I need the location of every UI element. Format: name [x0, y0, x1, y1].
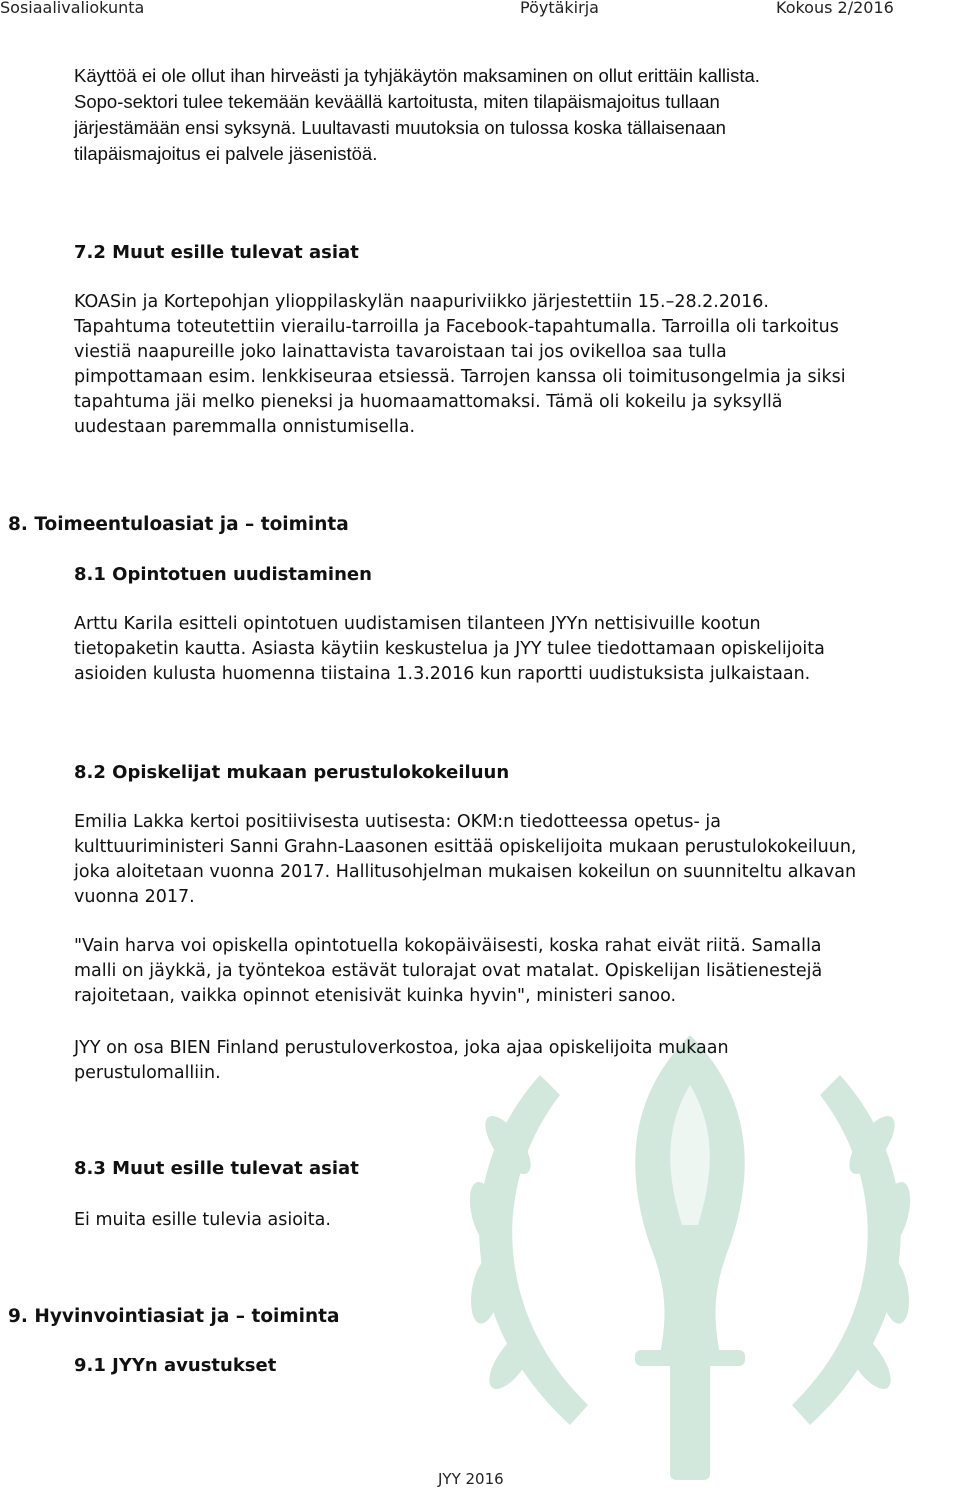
- section-8-2-line: JYY on osa BIEN Finland perustuloverkostoa, joka ajaa opiskelijoita mukaan: [74, 1038, 729, 1058]
- section-8-2-line: perustulomalliin.: [74, 1063, 221, 1083]
- section-8-2-heading: 8.2 Opiskelijat mukaan perustulokokeiluun: [74, 762, 510, 783]
- section-8-3-text: Ei muita esille tulevia asioita.: [74, 1210, 331, 1230]
- section-8-2-line: joka aloitetaan vuonna 2017. Hallitusohjelman mukaisen kokeilun on suunniteltu alkavan: [74, 862, 857, 882]
- section-7-2-line: Tapahtuma toteutettiin vierailu-tarroilla ja Facebook-tapahtumalla. Tarroilla oli tarkoitus: [74, 317, 839, 337]
- section-8-heading: 8. Toimeentuloasiat ja – toiminta: [8, 514, 349, 535]
- section-8-1-heading: 8.1 Opintotuen uudistaminen: [74, 564, 372, 585]
- torch-wreath-watermark-icon: [420, 995, 960, 1495]
- intro-line: järjestämään ensi syksynä. Luultavasti muutoksia on tulossa koska tällaisenaan: [74, 117, 726, 138]
- section-9-1-heading: 9.1 JYYn avustukset: [74, 1355, 277, 1376]
- intro-line: Sopo-sektori tulee tekemään keväällä kartoitusta, miten tilapäismajoitus tullaan: [74, 91, 720, 112]
- section-8-1-line: Arttu Karila esitteli opintotuen uudistamisen tilanteen JYYn nettisivuille kootun: [74, 614, 761, 634]
- header-document-type: Pöytäkirja: [520, 0, 599, 17]
- section-8-1-line: asioiden kulusta huomenna tiistaina 1.3.2016 kun raportti uudistuksista julkaistaan.: [74, 664, 811, 684]
- header-committee: Sosiaalivaliokunta: [0, 0, 145, 17]
- section-8-2-quote-line: rajoitetaan, vaikka opinnot etenisivät kuinka hyvin", ministeri sanoo.: [74, 986, 677, 1006]
- section-7-2-line: pimpottamaan esim. lenkkiseuraa etsiessä. Tarrojen kanssa oli toimitusongelmia ja siksi: [74, 367, 846, 387]
- section-7-2-line: uudestaan paremmalla onnistumisella.: [74, 417, 416, 437]
- section-8-2-line: Emilia Lakka kertoi positiivisesta uutisesta: OKM:n tiedotteessa opetus- ja: [74, 812, 721, 832]
- section-8-2-quote-line: malli on jäykkä, ja työntekoa estävät tulorajat ovat matalat. Opiskelijan lisätienestejä: [74, 961, 823, 981]
- section-8-2-line: vuonna 2017.: [74, 887, 195, 907]
- section-9-heading: 9. Hyvinvointiasiat ja – toiminta: [8, 1306, 340, 1327]
- section-7-2-line: KOASin ja Kortepohjan ylioppilaskylän naapuriviikko järjestettiin 15.–28.2.2016.: [74, 292, 769, 312]
- section-8-3-heading: 8.3 Muut esille tulevat asiat: [74, 1158, 359, 1179]
- footer: JYY 2016: [438, 1470, 504, 1488]
- section-7-2-heading: 7.2 Muut esille tulevat asiat: [74, 242, 359, 263]
- intro-line: tilapäismajoitus ei palvele jäsenistöä.: [74, 143, 378, 164]
- section-8-2-line: kulttuuriministeri Sanni Grahn-Laasonen esittää opiskelijoita mukaan perustulokokeiluun,: [74, 837, 857, 857]
- header-meeting: Kokous 2/2016: [776, 0, 894, 17]
- intro-line: Käyttöä ei ole ollut ihan hirveästi ja tyhjäkäytön maksaminen on ollut erittäin kallista.: [74, 65, 760, 86]
- section-8-1-line: tietopaketin kautta. Asiasta käytiin keskustelua ja JYY tulee tiedottamaan opiskelijoita: [74, 639, 825, 659]
- section-7-2-line: tapahtuma jäi melko pieneksi ja huomaamattomaksi. Tämä oli kokeilu ja syksyllä: [74, 392, 783, 412]
- section-7-2-line: viestiä naapureille joko lainattavista tavaroistaan tai jos ovikelloa saa tulla: [74, 342, 727, 362]
- section-8-2-quote-line: "Vain harva voi opiskella opintotuella kokopäiväisesti, koska rahat eivät riitä. Samalla: [74, 936, 822, 956]
